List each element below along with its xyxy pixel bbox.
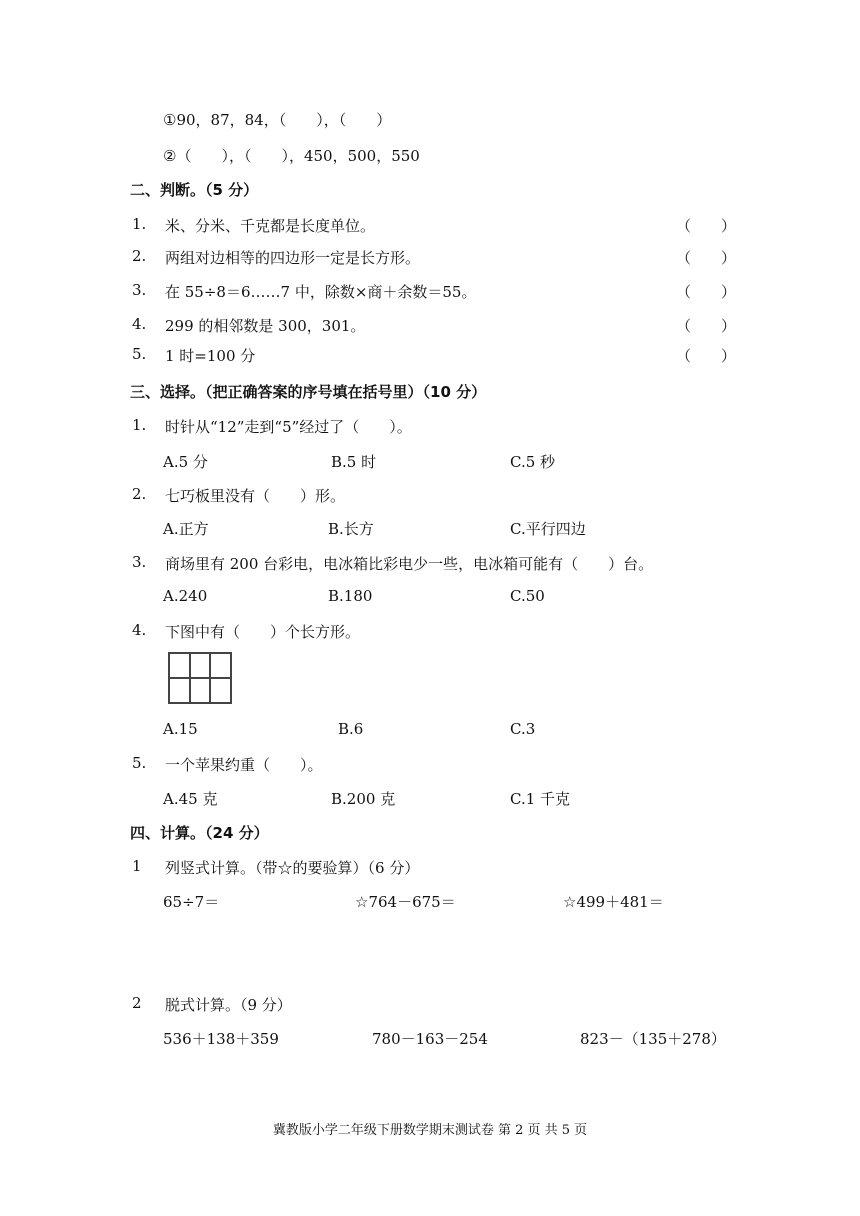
rectangle-grid-figure bbox=[168, 652, 232, 704]
judge-item-number: 5. bbox=[132, 345, 147, 363]
option-c[interactable]: C.5 秒 bbox=[510, 453, 556, 471]
section-3-title: 三、选择。（把正确答案的序号填在括号里）（10 分） bbox=[130, 383, 487, 401]
grid-line bbox=[170, 677, 230, 679]
expression: 65÷7＝ bbox=[163, 893, 220, 911]
question-number: 4. bbox=[132, 621, 147, 639]
judge-item-text: 米、分米、千克都是长度单位。 bbox=[165, 217, 376, 235]
option-b[interactable]: B.6 bbox=[338, 720, 364, 738]
option-a[interactable]: A.15 bbox=[163, 720, 198, 738]
option-c[interactable]: C.1 千克 bbox=[510, 790, 571, 808]
fill-item-1: ①90，87，84，（ ），（ ） bbox=[163, 111, 392, 129]
problem-number: 1 bbox=[132, 857, 142, 875]
question-text: 七巧板里没有（ ）形。 bbox=[165, 487, 346, 505]
option-b[interactable]: B.200 克 bbox=[331, 790, 396, 808]
answer-blank[interactable]: （ ） bbox=[676, 249, 737, 267]
expression: 536＋138＋359 bbox=[163, 1030, 279, 1048]
option-c[interactable]: C.50 bbox=[510, 587, 545, 605]
option-b[interactable]: B.5 时 bbox=[331, 453, 377, 471]
page-footer: 冀教版小学二年级下册数学期末测试卷 第 2 页 共 5 页 bbox=[272, 1123, 588, 1138]
judge-item-text: 在 55÷8＝6……7 中，除数×商＋余数＝55。 bbox=[165, 283, 477, 301]
option-c[interactable]: C.3 bbox=[510, 720, 536, 738]
section-4-title: 四、计算。（24 分） bbox=[130, 824, 269, 842]
option-a[interactable]: A.5 分 bbox=[163, 453, 208, 471]
expression: 780－163－254 bbox=[372, 1030, 488, 1048]
judge-item-text: 299 的相邻数是 300，301。 bbox=[165, 317, 366, 335]
option-b[interactable]: B.180 bbox=[328, 587, 373, 605]
judge-item-number: 3. bbox=[132, 281, 147, 299]
judge-item-text: 1 时=100 分 bbox=[165, 347, 256, 365]
answer-blank[interactable]: （ ） bbox=[676, 217, 737, 235]
question-number: 1. bbox=[132, 416, 147, 434]
problem-number: 2 bbox=[132, 994, 142, 1012]
problem-text: 脱式计算。（9 分） bbox=[165, 996, 292, 1014]
question-number: 2. bbox=[132, 485, 147, 503]
fill-item-2: ②（ ），（ ），450，500，550 bbox=[163, 147, 420, 165]
question-number: 5. bbox=[132, 754, 147, 772]
expression: 823－（135＋278） bbox=[580, 1030, 726, 1048]
question-text: 下图中有（ ）个长方形。 bbox=[165, 623, 361, 641]
option-b[interactable]: B.长方 bbox=[328, 520, 374, 538]
option-a[interactable]: A.45 克 bbox=[163, 790, 218, 808]
answer-blank[interactable]: （ ） bbox=[676, 317, 737, 335]
answer-blank[interactable]: （ ） bbox=[676, 347, 737, 365]
question-text: 时针从“12”走到“5”经过了（ ）。 bbox=[165, 418, 412, 436]
question-text: 商场里有 200 台彩电，电冰箱比彩电少一些，电冰箱可能有（ ）台。 bbox=[165, 555, 654, 573]
judge-item-number: 4. bbox=[132, 315, 147, 333]
option-c[interactable]: C.平行四边 bbox=[510, 520, 586, 538]
section-2-title: 二、判断。（5 分） bbox=[130, 181, 259, 199]
judge-item-number: 2. bbox=[132, 247, 147, 265]
option-a[interactable]: A.240 bbox=[163, 587, 208, 605]
judge-item-text: 两组对边相等的四边形一定是长方形。 bbox=[165, 249, 421, 267]
option-a[interactable]: A.正方 bbox=[163, 520, 209, 538]
answer-blank[interactable]: （ ） bbox=[676, 283, 737, 301]
question-text: 一个苹果约重（ ）。 bbox=[165, 756, 323, 774]
expression: ☆764－675＝ bbox=[355, 893, 456, 911]
judge-item-number: 1. bbox=[132, 215, 147, 233]
expression: ☆499＋481＝ bbox=[563, 893, 664, 911]
problem-text: 列竖式计算。（带☆的要验算）（6 分） bbox=[165, 859, 420, 877]
question-number: 3. bbox=[132, 553, 147, 571]
